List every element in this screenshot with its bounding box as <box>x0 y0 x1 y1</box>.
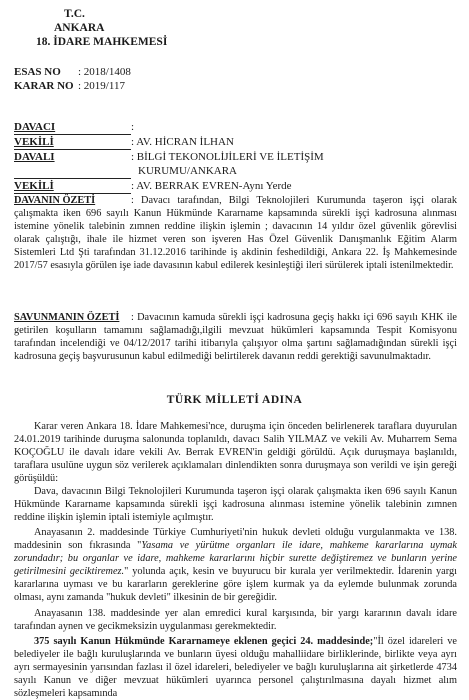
vekili2-label: VEKİLİ <box>14 180 54 192</box>
davali-label: DAVALI <box>14 151 55 163</box>
paragraph-3 <box>14 526 457 605</box>
savunma-label: SAVUNMANIN ÖZETİ <box>14 312 120 323</box>
header-city: ANKARA <box>54 22 105 34</box>
paragraph-3-outro: " yolunda açık, kesin ve buyurucu bir kurala yer verilmektedir. İdarenin yargı kararlarına uyması ve bu kararların gereklerine göre işlem kurmak ya da eylemde bulunmak zorunda olması, aynı zamanda "hukuk devleti" ilkesinin de bir gereğidir. <box>14 566 457 604</box>
decision-title: TÜRK MİLLETİ ADINA <box>166 394 303 406</box>
davaci-value: : <box>131 121 135 133</box>
vekili1-label: VEKİLİ <box>14 136 54 148</box>
davali-value-line2: KURUMU/ANKARA <box>138 165 238 177</box>
ozet-label: DAVANIN ÖZETİ <box>14 195 96 206</box>
rule <box>14 134 131 135</box>
rule <box>14 178 131 179</box>
vekili2-value: : AV. BERRAK EVREN-Aynı Yerde <box>131 180 292 192</box>
paragraph-4: Anayasanın 138. maddesinde yer alan emredici kural karşısında, bir yargı kararının davalı idare tarafından aynen ve gecikmeksizin uygulanması gerekmektedir. <box>14 608 457 633</box>
paragraph-5-heading: 375 sayılı Kanun Hükmünde Kararnameye eklenen geçici 24. maddesinde; <box>34 636 374 647</box>
paragraph-2: Dava, davacının Bilgi Teknolojileri Kurumunda taşeron işçi olarak çalışmakta iken 696 sayılı Kanun Hükmünde Kararname kapsamında sürekli işçi kadrosuna alınması istemine yönelik talebinin zımnen reddine ilişkin işlemin iptali istemiyle açılmıştır. <box>14 486 457 524</box>
paragraph-3-quote: Yasama ve yürütme organları ile idare, mahkeme kararlarına uymak zorundadır; bu organlar ve idare, mahkeme kararlarını hiçbir surette değiştiremez ve bunların yerine getirilmesini geciktiremez. <box>14 540 458 578</box>
header-tc: T.C. <box>64 8 85 20</box>
rule <box>14 149 131 150</box>
case-summary <box>14 194 457 273</box>
header-court: 18. İDARE MAHKEMESİ <box>36 36 168 48</box>
esas-label: ESAS NO <box>14 66 61 78</box>
paragraph-3-intro: Anayasanın 2. maddesinde Türkiye Cumhuriyeti'nin hukuk devleti olduğu vurgulanmakta ve 138. maddesinin son fıkrasında " <box>14 527 457 552</box>
ozet-text: : Davacı tarafından, Bilgi Teknolojileri Kurumunda taşeron işçi olarak çalışmakta iken 696 sayılı Kanun Hükmünde Kararname kapsamında sürekli işçi kadrosuna alınması istemine yönelik talebinin zımnen reddine ilişkin işlemin ; davacının 14 yıldır özel güvenlik görevlisi olarak çalıştığı, ihale ile hizmet veren son işveren Has Özel Güvenlik Danışmanlık Eğitim Alarm Sistemleri Ltd Şti tarafından 31.12.2016 tarihinde iş akdinin feshedildiği, Ankara 22. İş Mahkemesinde 2017/57 esasıyla görülen işe iade davasının kabul edilerek kesinleştiği ileri sürülerek iptali istenilmektedir. <box>14 195 457 272</box>
vekili1-value: : AV. HİCRAN İLHAN <box>131 136 234 148</box>
paragraph-5-text: "İl özel idareleri ve belediyeler ile bağlı kuruluşlarında ve bunların üyesi olduğu mahalliidare birliklerinde, birlikte veya ayrı ayrı sermayesinin yarısından fazlası il özel idareleri, belediyeler ve bağlı kuruluşlarına ait şirketlerde 4734 sayılı Kanun ve diğer mevzuat hükümleri uyarınca personel çalıştırılmasına dayalı hizmet alım sözleşmeleri kapsamında <box>14 636 458 700</box>
paragraph-1: Karar veren Ankara 18. İdare Mahkemesi'nce, duruşma için önceden belirlenerek taraflara duyurulan 24.01.2019 tarihinde duruşma salonunda toplanıldı, davacı Salih YILMAZ ve vekili Av. Muharrem Sema KOÇOĞLU ile davalı idare vekili Av. Berrak EVREN'in geldiği görüldü. Açık duruşmaya başlanıldı, taraflara usulüne uygun söz verilerek açıklamaları dinlendikten sonra duruşmaya son verildi ve işin gereği görüşüldü: <box>14 421 457 485</box>
esas-value: : 2018/1408 <box>78 66 131 78</box>
davali-value-line1: : BİLGİ TEKONOLİJİLERİ VE İLETİŞİM <box>131 151 324 163</box>
karar-label: KARAR NO <box>14 80 74 92</box>
karar-value: : 2019/117 <box>78 80 125 92</box>
defense-summary <box>14 311 457 363</box>
davaci-label: DAVACI <box>14 121 56 133</box>
savunma-text: : Davacının kamuda sürekli işçi kadrosuna geçiş hakkı içi 696 sayılı KHK ile getirilen koşulların tamamını sağlamadığı,ilgili mevzuat hükümleri kapsamında Tespit Komisyonu tarafından incelendiği ve 04/12/2017 tarihi itibarıyla çalışıyor olma şartını sağlamadığından sürekli işçi kadrosuna geçiş başvurusunun kabul edilmediği belirtilerek davanın reddi gerektiği savunulmaktadır. <box>14 312 457 363</box>
paragraph-5 <box>14 635 457 700</box>
